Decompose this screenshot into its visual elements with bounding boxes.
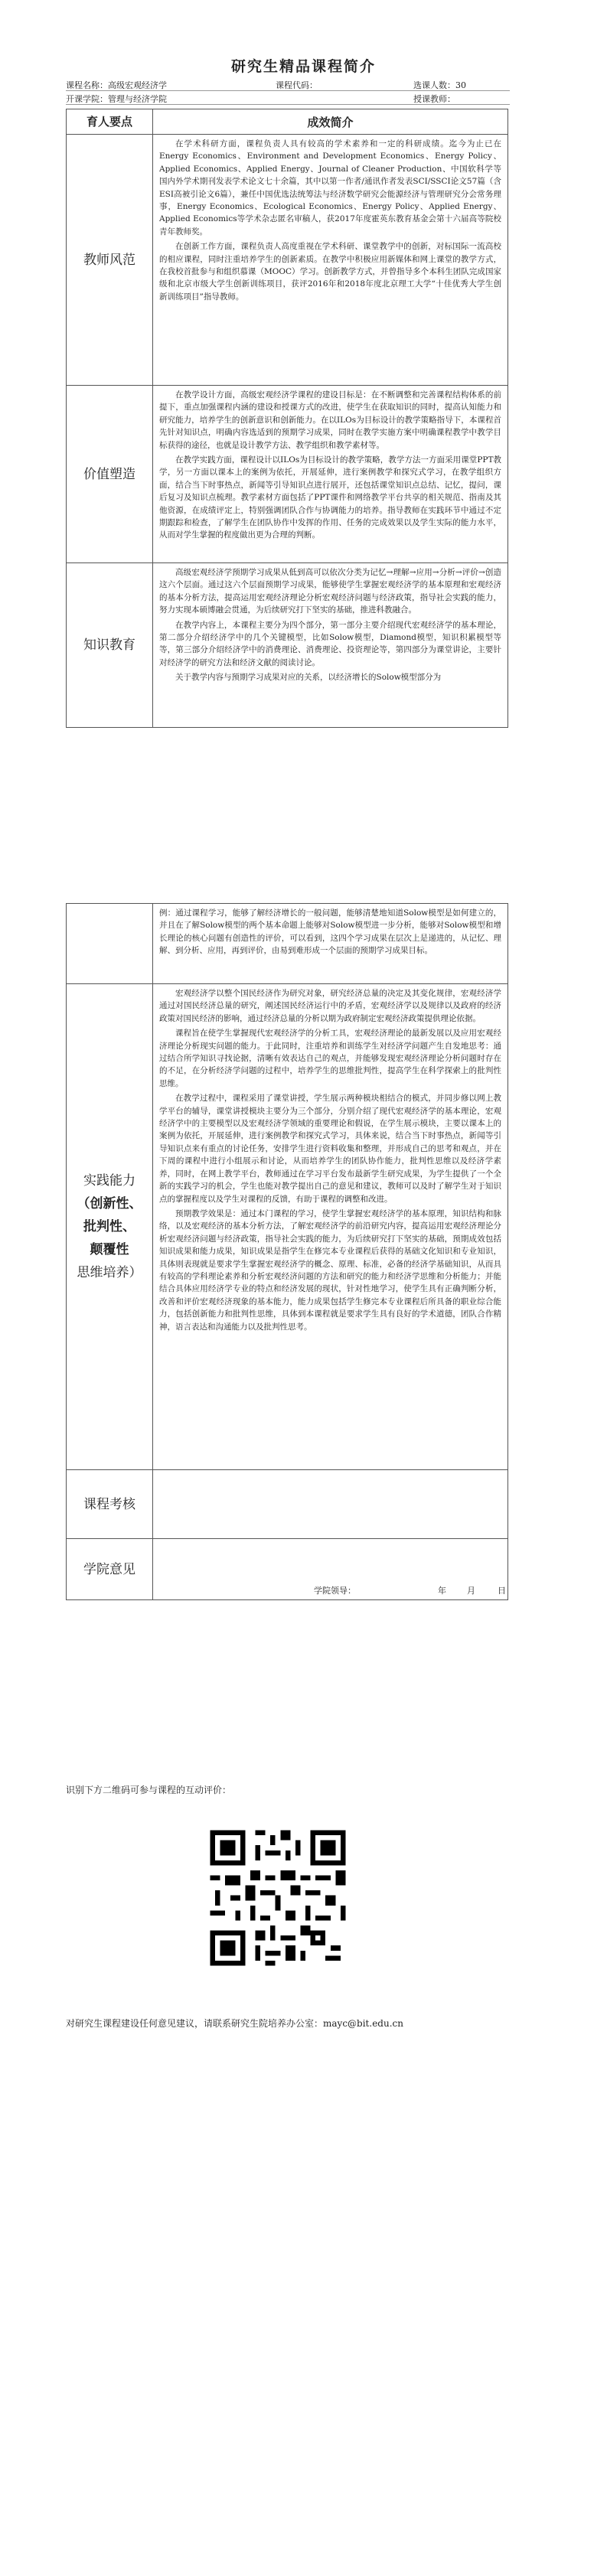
row-label-practice bbox=[67, 984, 153, 1470]
paragraph: 例：通过课程学习，能够了解经济增长的一般问题，能够清楚地知道Solow模型是如何建立的，并且在了解Solow模型的两个基本命题上能够对Solow模型进一步分析，能够对Solow模型和增长理论的核心问题有创造性的评价，可以看到，这四个学习成果在层次上是递进的，从记忆、理解、到分析、应用，再到评价，由易到难形成一个层面的预期学习成果目标。 bbox=[159, 908, 501, 956]
row-label-continued bbox=[67, 904, 153, 984]
row-content-knowledge bbox=[153, 563, 508, 728]
paragraph: 在教学过程中，课程采用了课堂讲授，学生展示两种模块相结合的模式，并同步修以网上教学平台的辅导，课堂讲授模块主要分为三个部分，分别介绍了现代宏观经济学的基本理论，宏观经济学中的主要模型以及宏观经济学领域的重要理论和假说，在学生展示模块，主要以课本上的案例为依托，开展延伸，进行案例教学和探究式学习，具体来说，结合当下时事热点，新闻等引导知识点来有重点的讨论任务，安排学生进行资料收集和整理，并形成自己的思考和观点，并在下周的课程中进行小组展示和讨论，从而培养学生的团队协作能力，批判性思维以及经济学素养，同时，在网上教学平台，教师通过在学习平台发布最新学生研究成果，为学生提供了一个全新的实践学习的机会，学生也能对教学提出自己的意见和建议，教师可以及时了解学生对于知识点的掌握程度以及学生对课程的反馈，有助于课程的调整和改进。 bbox=[159, 1094, 501, 1204]
paragraph: 宏观经济学以整个国民经济作为研究对象，研究经济总量的决定及其变化规律，宏观经济学通过对国民经济总量的研究，阐述国民经济运行中的矛盾，宏观经济学以及规律以及政府的经济政策对国民经济的影响，通过经济总量的分析以期为政府制定宏观经济政策提供理论依据。 bbox=[159, 989, 501, 1023]
practice-sub-label: 颠覆性 bbox=[90, 1242, 129, 1257]
row-content-knowledge-continued bbox=[153, 904, 508, 984]
row-label-college-opinion: 学院意见 bbox=[67, 1539, 153, 1600]
row-content-assessment bbox=[153, 1470, 508, 1539]
paragraph: 在教学内容上，本课程主要分为四个部分，第一部分主要介绍现代宏观经济学的基本理论，第二部分介绍经济学中的几个关键模型，比如Solow模型，Diamond模型，知识积累模型等等，第三部分介绍经济学中的消费理论、消费理论、投资理论等，第四部分为课堂讲论，主要针对经济学的研究方法和经济文献的阅读讨论。 bbox=[159, 620, 501, 667]
header-left: 育人要点 bbox=[67, 109, 153, 135]
meta-divider bbox=[66, 104, 510, 105]
row-label-values: 价值塑造 bbox=[67, 386, 153, 563]
signature-label: 学院领导： bbox=[314, 1586, 356, 1596]
practice-sub-label: （创新性、 bbox=[77, 1196, 142, 1211]
date-day: 日 bbox=[498, 1586, 506, 1596]
date-month: 月 bbox=[467, 1586, 475, 1596]
practice-label: 实践能力 bbox=[83, 1173, 135, 1189]
practice-sub-label: 思维培养） bbox=[77, 1265, 142, 1280]
row-label-assessment: 课程考核 bbox=[67, 1470, 153, 1539]
paragraph: 在学术科研方面，课程负责人具有较高的学术素养和一定的科研成绩。迄今为止已在Energy Economics、Environment and Development Economics、Energy Policy、Applied Economics、Applied Energy、Journal of Cleaner Production、中国软科学等国内外学术期刊发表学术论文七十余篇，其中以第一作者/通讯作者发表SCI/SSCI论文57篇（含ESI高被引论文6篇），兼任中国优选法统筹法与经济数学研究会能源经济与管理研究分会常务理事，Energy Economics、Ecological Economics、Energy Policy、Applied Energy、Applied Economics等学术杂志匿名审稿人，获2017年度霍英东教育基金会第十六届高等院校青年教师奖。 bbox=[159, 139, 501, 236]
practice-sub-label: 批判性、 bbox=[83, 1219, 135, 1234]
date-year: 年 bbox=[438, 1586, 446, 1596]
row-content-teacher bbox=[153, 135, 508, 386]
meta-divider bbox=[66, 90, 510, 91]
row-content-college-opinion bbox=[153, 1539, 508, 1600]
paragraph: 高级宏观经济学预期学习成果从低到高可以依次分类为记忆→理解→应用→分析→评价→创造这六个层面。通过这六个层面预期学习成果，能够使学生掌握宏观经济学的基本原理和宏观经济的基本分析方法，提高运用宏观经济理论分析宏观经济问题与经济政策，指导社会实践的能力，努力实现本硕博融会贯通，为后续研究打下坚实的基础，推进科教融合。 bbox=[159, 568, 501, 615]
college: 开课学院：管理与经济学院 bbox=[66, 94, 167, 104]
header-right: 成效简介 bbox=[153, 109, 508, 135]
course-table bbox=[66, 109, 508, 728]
teacher: 授课教师： bbox=[413, 94, 455, 104]
page-title: 研究生精品课程简介 bbox=[230, 58, 376, 75]
row-label-knowledge: 知识教育 bbox=[67, 563, 153, 728]
paragraph: 在教学实践方面，课程设计以ILOs为目标设计的教学策略，教学方法一方面采用课堂PPT教学，另一方面以课本上的案例为依托，开展延伸，进行案例教学和探究式学习，在教学组织方面，结合当下时事热点，新闻等引导知识点进行展开，还包括课堂知识点总结、记忆，提问，课后复习及知识点梳理。教学素材方面包括了PPT课件和网络教学平台共享的相关规范、指南及其他资源，在成绩评定上，特别强调团队合作与协调能力的培养。指导教师在实践环节中通过不定期跟踪和检查，了解学生在团队协作中发挥的作用、任务的完成效果以及学生实际的能力水平，从而对学生掌握的程度做出更为合理的判断。 bbox=[159, 455, 501, 540]
row-content-values bbox=[153, 386, 508, 563]
enrollment: 选课人数：30 bbox=[413, 80, 466, 90]
course-code: 课程代码： bbox=[276, 80, 318, 90]
row-label-teacher: 教师风范 bbox=[67, 135, 153, 386]
qr-prompt: 识别下方二维码可参与课程的互动评价： bbox=[66, 1785, 232, 1795]
paragraph: 关于教学内容与预期学习成果对应的关系，以经济增长的Solow模型部分为 bbox=[175, 673, 442, 683]
paragraph: 在创新工作方面，课程负责人高度重视在学术科研、课堂教学中的创新，对标国际一流高校的相应课程，同时注重培养学生的创新素质。在教学中积极应用新媒体和网上课堂的教学方式，在我校首批参与和组织慕课（MOOC）学习。创新教学方式，并曾指导多个本科生团队完成国家级和北京市级大学生创新训练项目，获评2016年和2018年度北京理工大学“十佳优秀大学生创新训练项目”指导教师。 bbox=[159, 242, 501, 302]
paragraph: 预期教学效果是：通过本门课程的学习，使学生掌握宏观经济学的基本原理，知识结构和脉络，以及宏观经济的基本分析方法，了解宏观经济学的前沿研究内容，提高运用宏观经济理论分析宏观经济问题与经济政策，指导社会实践的能力，为后续研究打下坚实的基础，预期成效包括知识成果和能力成果，知识成果是指学生在修完本专业课程后获得的基础文化知识和专业知识，具体则表现就是要求学生掌握宏观经济学的概念、原理、标准，必备的经济学基础知识，从而具有较高的学科理论素养和分析宏观经济问题的方法和研究的能力和经济学思维和分析能力；并能结合具体应用经济学专业的特点和经济发展的现状，针对性地学习，使学生具有正确判断分析，改善和评价宏观经济现象的基本能力，能力成果包括学生修完本专业课程后所具备的职业综合能力，包括创新能力和批判性思维，具体到本课程就是要求学生具有良好的学术道德，团队合作精神，语言表达和沟通能力以及批判性思考。 bbox=[159, 1208, 501, 1332]
paragraph: 在教学设计方面，高级宏观经济学课程的建设目标是：在不断调整和完善课程结构体系的前提下，重点加强课程内涵的建设和授课方式的改进，使学生在获取知识的同时，提高认知能力和研究能力，培养学生的创新意识和创新能力。在以ILOs为目标设计的教学策略指导下，本课程首先针对知识点，明确内容选适到的预期学习成果，同时在教学实施方案中明确课程教学中教学目标获得的途径，也就是设计教学方法、教学组织和教学素材等。 bbox=[159, 390, 501, 450]
course-table-continued bbox=[66, 903, 508, 1600]
course-name: 课程名称：高级宏观经济学 bbox=[66, 80, 167, 90]
paragraph: 课程旨在使学生掌握现代宏观经济学的分析工具，宏观经济理论的最新发展以及应用宏观经济理论分析现实问题的能力。于此同时，注重培养和训练学生对经济学问题产生自发地思考：通过结合所学知识寻找论据，清晰有效表达自己的观点，并能够发现宏观经济理论分析问题时存在的不足，在分析经济学问题的过程中，培养学生的思维批判性，提高学生在科学探索上的批判性思维。 bbox=[159, 1029, 501, 1088]
row-content-practice bbox=[153, 984, 508, 1470]
contact-note: 对研究生课程建设任何意见建议，请联系研究生院培养办公室：mayc@bit.edu.cn bbox=[66, 2018, 403, 2029]
qr-code-icon[interactable] bbox=[205, 1825, 351, 1971]
